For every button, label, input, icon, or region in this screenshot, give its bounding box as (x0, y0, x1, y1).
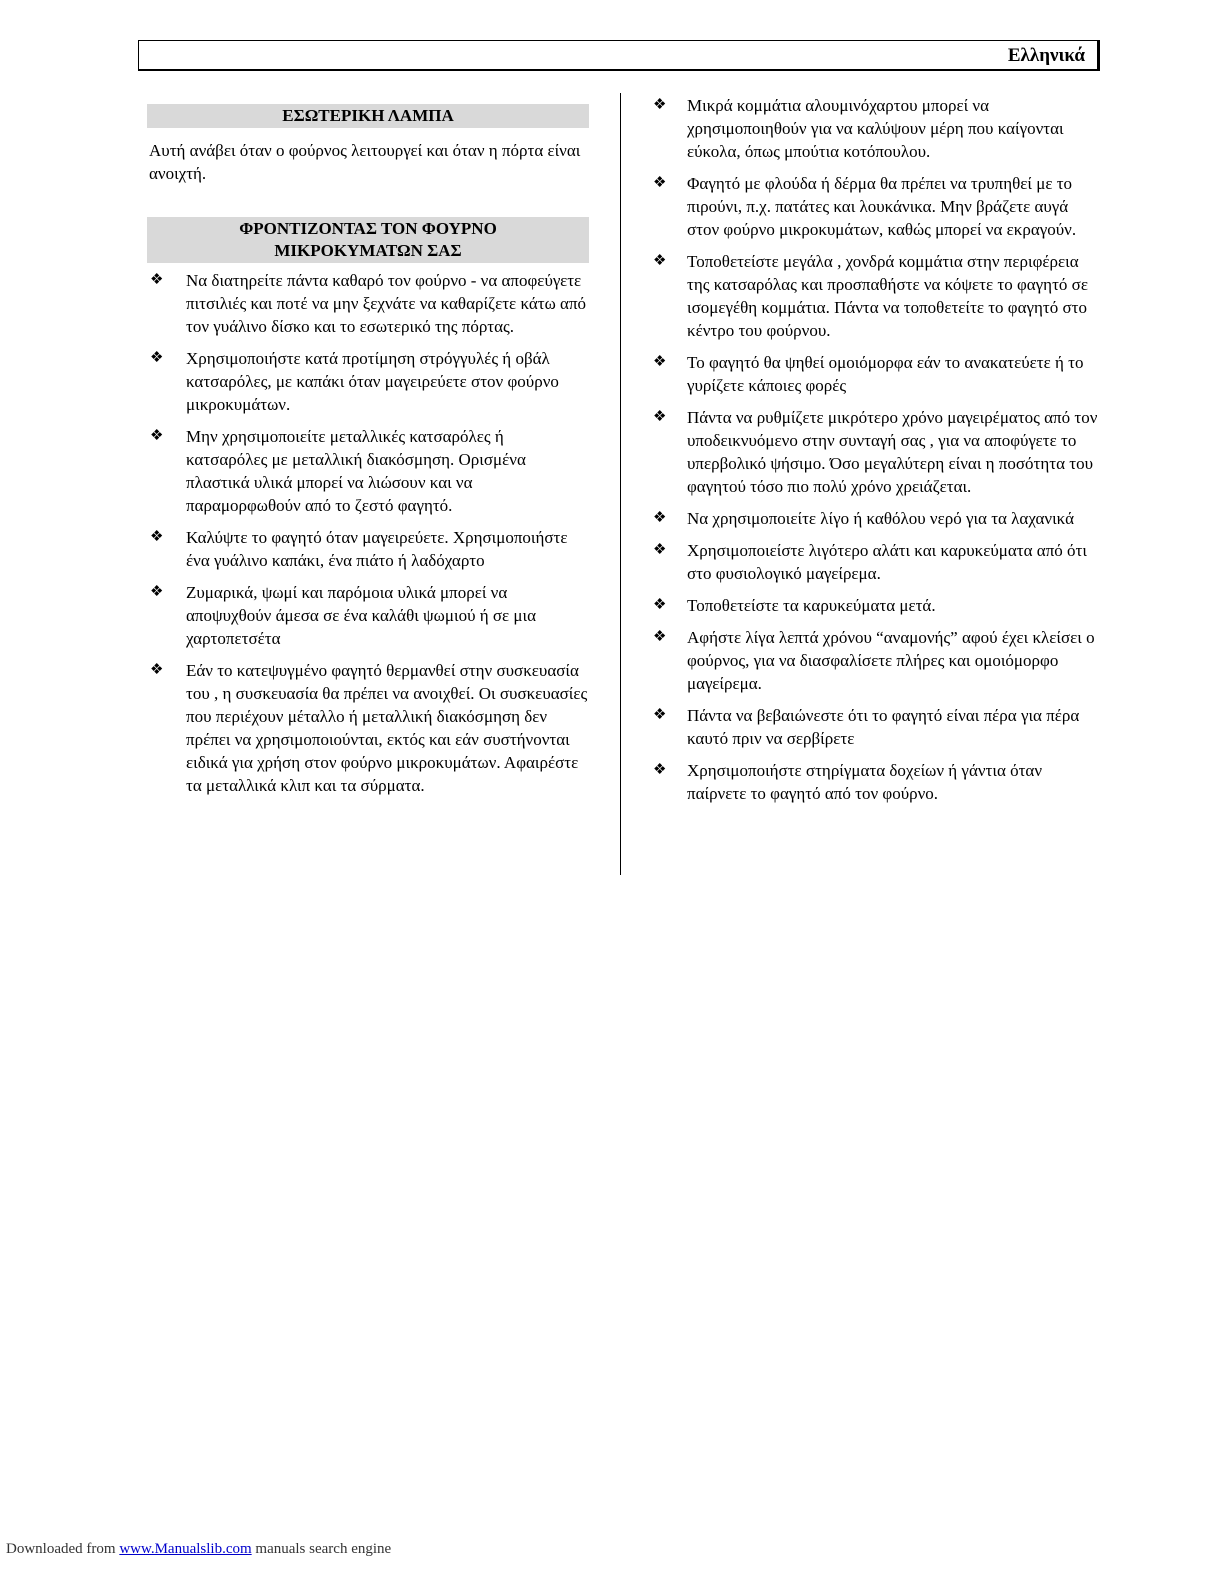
diamond-bullet-icon: ❖ (653, 542, 667, 558)
list-item-text: Ζυμαρικά, ψωμί και παρόμοια υλικά μπορεί να αποψυχθούν άμεσα σε ένα καλάθι ψωμιού ή σε μια χαρτοπετσέτα (186, 583, 537, 648)
diamond-bullet-icon: ❖ (653, 597, 667, 613)
column-divider (620, 93, 621, 875)
list-item-text: Μικρά κομμάτια αλουμινόχαρτου μπορεί να χρησιμοποιηθούν για να καλύψουν μέρη που καίγονται εύκολα, όπως μπούτια κοτόπουλου. (687, 96, 1064, 161)
internal-lamp-text: Αυτή ανάβει όταν ο φούρνος λειτουργεί και όταν η πόρτα είναι ανοιχτή. (149, 141, 581, 183)
diamond-bullet-icon: ❖ (653, 97, 667, 113)
list-item (147, 526, 589, 572)
section-title-care-line-1: ΦΡΟΝΤΙΖΟΝΤΑΣ ΤΟΝ ΦΟΥΡΝΟ (239, 219, 497, 238)
list-item (147, 581, 589, 650)
list-item (147, 659, 589, 797)
diamond-bullet-icon: ❖ (653, 354, 667, 370)
left-column (147, 104, 589, 806)
list-item (147, 425, 589, 517)
list-item-text: Μην χρησιμοποιείτε μεταλλικές κατσαρόλες ή κατσαρόλες με μεταλλική διακόσμηση. Ορισμένα πλαστικά υλικά μπορεί να λιώσουν και να παραμορφωθούν από το ζεστό φαγητό. (186, 427, 526, 515)
list-item-text: Τοποθετείστε μεγάλα , χονδρά κομμάτια στην περιφέρεια της κατσαρόλας και προσπαθήστε να κόψετε το φαγητό σε ισομεγέθη κομμάτια. Πάντα να τοποθετείτε το φαγητό στο κέντρο του φούρνου. (687, 252, 1088, 340)
page-footer (6, 1541, 391, 1558)
diamond-bullet-icon: ❖ (150, 584, 164, 600)
diamond-bullet-icon: ❖ (150, 272, 164, 288)
list-item (653, 250, 1098, 342)
section-title-care (147, 217, 589, 263)
list-item-text: Χρησιμοποιήστε κατά προτίμηση στρόγγυλές ή οβάλ κατσαρόλες, με καπάκι όταν μαγειρεύετε στον φούρνο μικροκυμάτων. (186, 349, 559, 414)
diamond-bullet-icon: ❖ (150, 350, 164, 366)
list-item-text: Το φαγητό θα ψηθεί ομοιόμορφα εάν το ανακατεύετε ή το γυρίζετε κάποιες φορές (687, 353, 1084, 395)
diamond-bullet-icon: ❖ (653, 629, 667, 645)
list-item (147, 269, 589, 338)
footer-suffix: manuals search engine (255, 1541, 392, 1557)
diamond-bullet-icon: ❖ (150, 529, 164, 545)
page-header (138, 40, 1100, 71)
section-title-internal-lamp: ΕΣΩΤΕΡΙΚΗ ΛΑΜΠΑ (147, 104, 589, 128)
list-item (653, 507, 1098, 530)
list-item (653, 704, 1098, 750)
diamond-bullet-icon: ❖ (653, 253, 667, 269)
list-item-text: Καλύψτε το φαγητό όταν μαγειρεύετε. Χρησιμοποιήστε ένα γυάλινο καπάκι, ένα πιάτο ή λαδόχαρτο (186, 528, 568, 570)
diamond-bullet-icon: ❖ (653, 762, 667, 778)
list-item (653, 539, 1098, 585)
language-label: Ελληνικά (1007, 45, 1085, 66)
diamond-bullet-icon: ❖ (150, 428, 164, 444)
list-item-text: Εάν το κατεψυγμένο φαγητό θερμανθεί στην συσκευασία του , η συσκευασία θα πρέπει να ανοιχθεί. Οι συσκευασίες που περιέχουν μέταλλο ή μεταλλική διακόσμηση δεν πρέπει να χρησιμοποιούνται, εκτός και εάν συστήνονται ειδικά για χρήση στον φούρνο μικροκυμάτων. Αφαιρέστε τα μεταλλικά κλιπ και τα σύρματα. (186, 661, 588, 795)
right-column (653, 94, 1098, 814)
list-item-text: Πάντα να βεβαιώνεστε ότι το φαγητό είναι πέρα για πέρα καυτό πριν να σερβίρετε (687, 706, 1080, 748)
footer-link[interactable]: www.Manualslib.com (119, 1541, 252, 1557)
list-item (653, 94, 1098, 163)
list-item-text: Να διατηρείτε πάντα καθαρό τον φούρνο - να αποφεύγετε πιτσιλιές και ποτέ να μην ξεχνάτε να καθαρίζετε κάτω από τον γυάλινο δίσκο και το εσωτερικό της πόρτας. (186, 271, 587, 336)
list-item-text: Να χρησιμοποιείτε λίγο ή καθόλου νερό για τα λαχανικά (687, 509, 1074, 528)
section-title-care-line-2: ΜΙΚΡΟΚΥΜΑΤΩΝ ΣΑΣ (274, 241, 462, 260)
list-item-text: Χρησιμοποιήστε στηρίγματα δοχείων ή γάντια όταν παίρνετε το φαγητό από τον φούρνο. (687, 761, 1043, 803)
list-item-text: Αφήστε λίγα λεπτά χρόνου “αναμονής” αφού έχει κλείσει ο φούρνος, για να διασφαλίσετε πλήρες και ομοιόμορφο μαγείρεμα. (687, 628, 1095, 693)
list-item (653, 626, 1098, 695)
list-item-text: Πάντα να ρυθμίζετε μικρότερο χρόνο μαγειρέματος από τον υποδεικνυόμενο στην συνταγή σας , για να αποφύγετε το υπερβολικό ψήσιμο. Όσο μεγαλύτερη είναι η ποσότητα του φαγητού τόσο πιο πολύ χρόνο χρειάζεται. (687, 408, 1098, 496)
footer-prefix: Downloaded from (6, 1541, 116, 1557)
list-item-text: Φαγητό με φλούδα ή δέρμα θα πρέπει να τρυπηθεί με το πιρούνι, π.χ. πατάτες και λουκάνικα. Μην βράζετε αυγά στον φούρνο μικροκυμάτων, καθώς μπορεί να εκραγούν. (687, 174, 1077, 239)
diamond-bullet-icon: ❖ (653, 707, 667, 723)
diamond-bullet-icon: ❖ (150, 662, 164, 678)
list-item (653, 351, 1098, 397)
list-item (653, 172, 1098, 241)
list-item (653, 406, 1098, 498)
diamond-bullet-icon: ❖ (653, 175, 667, 191)
diamond-bullet-icon: ❖ (653, 510, 667, 526)
diamond-bullet-icon: ❖ (653, 409, 667, 425)
list-item-text: Χρησιμοποιείστε λιγότερο αλάτι και καρυκεύματα από ότι στο φυσιολογικό μαγείρεμα. (687, 541, 1087, 583)
list-item (653, 759, 1098, 805)
list-item-text: Τοποθετείστε τα καρυκεύματα μετά. (687, 596, 936, 615)
list-item (653, 594, 1098, 617)
tips-bullet-list (653, 94, 1098, 805)
care-bullet-list (147, 269, 589, 797)
list-item (147, 347, 589, 416)
